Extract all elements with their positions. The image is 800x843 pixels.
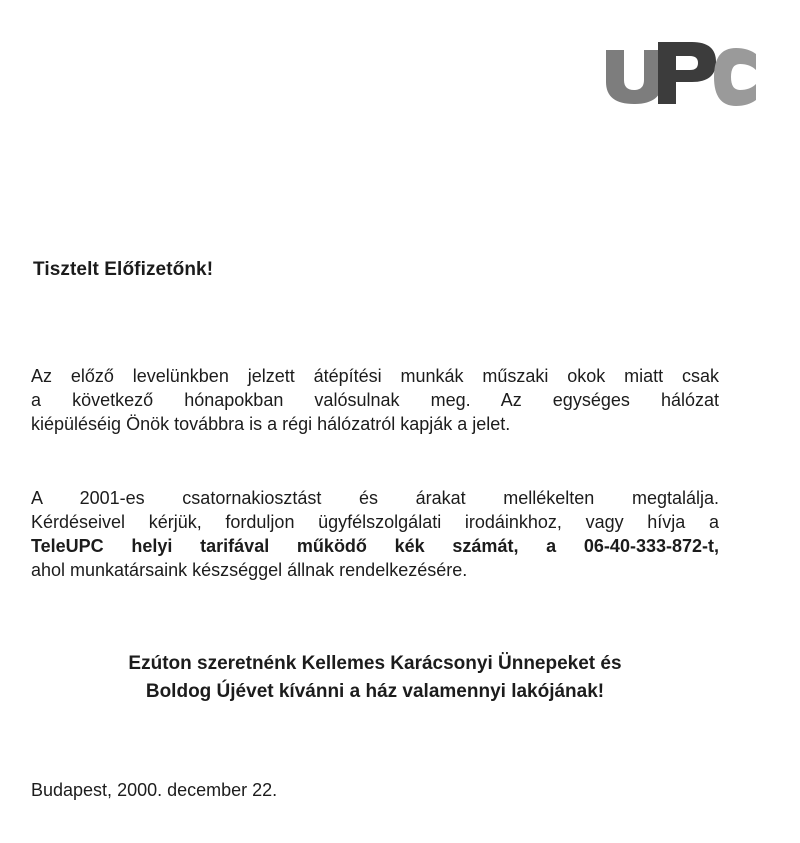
paragraph-1-line: kiépüléséig Önök továbbra is a régi hálózatról kapják a jelet. [31,414,511,434]
paragraph-2-line: ahol munkatársaink készséggel állnak rendelkezésére. [31,560,468,580]
paragraph-1-line: Az előző levelünkben jelzett átépítési munkák műszaki okok miatt csak [31,366,719,386]
paragraph-1-line: a következő hónapokban valósulnak meg. Az egységes hálózat [31,390,719,410]
upc-logo-mark [602,36,760,106]
upc-logo [602,36,760,106]
logo-letter-p [658,42,716,104]
paragraph-1 [31,364,719,436]
holiday-wishes-line: Boldog Újévet kívánni a ház valamennyi lakójának! [145,681,605,702]
paragraph-2 [31,486,719,582]
logo-letter-u [606,50,662,104]
logo-letter-c [714,48,756,106]
paragraph-2-line: A 2001-es csatornakiosztást és árakat mellékelten megtalálja. [31,488,719,508]
paragraph-2-line: Kérdéseivel kérjük, forduljon ügyfélszolgálati irodáinkhoz, vagy hívja a [31,512,719,532]
greeting: Tisztelt Előfizetőnk! [33,259,214,280]
dateline: Budapest, 2000. december 22. [31,780,278,800]
holiday-wishes-line: Ezúton szeretnénk Kellemes Karácsonyi Ünnepeket és [128,653,622,674]
phone-number-line: TeleUPC helyi tarifával működő kék számát, a 06-40-333-872-t, [31,536,719,556]
holiday-wishes [30,650,720,706]
